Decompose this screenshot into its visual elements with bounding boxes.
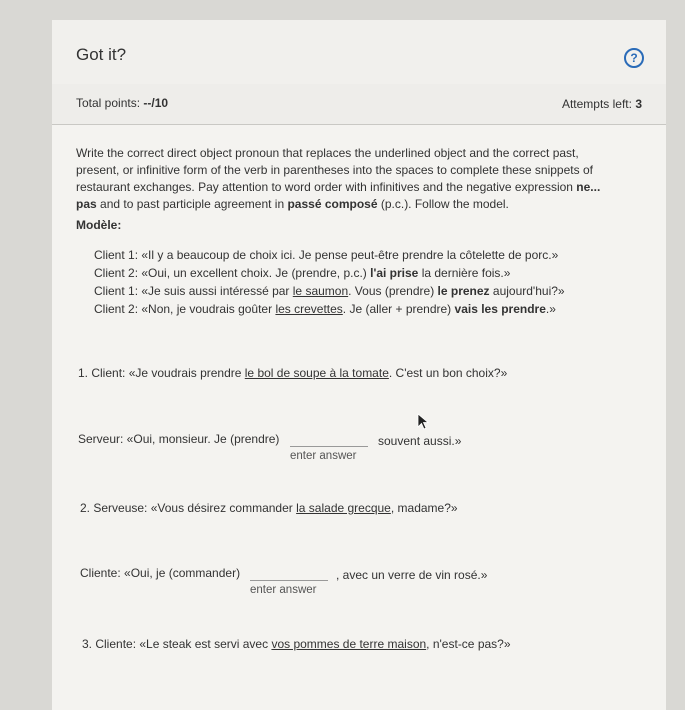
model-line-2: Client 2: «Oui, un excellent choix. Je (prendre, p.c.) l'ai prise la dernière fois.» [94, 266, 511, 280]
enter-answer-2: enter answer [250, 584, 317, 596]
model-label: Modèle: [76, 218, 122, 232]
attempts-left: Attempts left: 3 [561, 97, 642, 111]
question-card [52, 20, 666, 710]
model-line-4: Client 2: «Non, je voudrais goûter les crevettes. Je (aller + prendre) vais les prendre.» [94, 302, 556, 316]
question-2: 2. Serveuse: «Vous désirez commander la salade grecque, madame?» [80, 501, 458, 515]
answer-input-2[interactable] [250, 580, 328, 581]
points-bar [52, 84, 666, 125]
answer-input-1[interactable] [290, 446, 368, 447]
serveur-line-1-end: souvent aussi.» [378, 434, 462, 448]
model-line-1: Client 1: «Il y a beaucoup de choix ici. Je pense peut-être prendre la côtelette de porc.» [94, 248, 559, 262]
enter-answer-1: enter answer [290, 450, 357, 462]
cliente-line-2: Cliente: «Oui, je (commander) [80, 566, 241, 580]
total-points: Total points: --/10 [76, 96, 169, 110]
card-title: Got it? [76, 45, 127, 64]
question-1: 1. Client: «Je voudrais prendre le bol de soupe à la tomate. C'est un bon choix?» [78, 366, 508, 380]
mouse-cursor-icon [417, 413, 431, 431]
serveur-line-1: Serveur: «Oui, monsieur. Je (prendre) [78, 432, 280, 446]
question-circle-icon[interactable]: ? [624, 48, 644, 68]
cliente-line-2-end: , avec un verre de vin rosé.» [336, 568, 488, 582]
card-header [52, 20, 666, 84]
model-line-3: Client 1: «Je suis aussi intéressé par le saumon. Vous (prendre) le prenez aujourd'hui?» [94, 284, 565, 298]
instructions-text: Write the correct direct object pronoun that replaces the underlined object and the correct past, present, or infinitive form of the verb in parentheses into the spaces to complete these snippets of restaurant exchanges. Pay attention to word order with infinitives and the negative expression ne... pas and to past participle agreement in passé composé (p.c.). Follow the model. [76, 146, 601, 211]
question-3: 3. Cliente: «Le steak est servi avec vos pommes de terre maison, n'est-ce pas?» [82, 637, 511, 651]
